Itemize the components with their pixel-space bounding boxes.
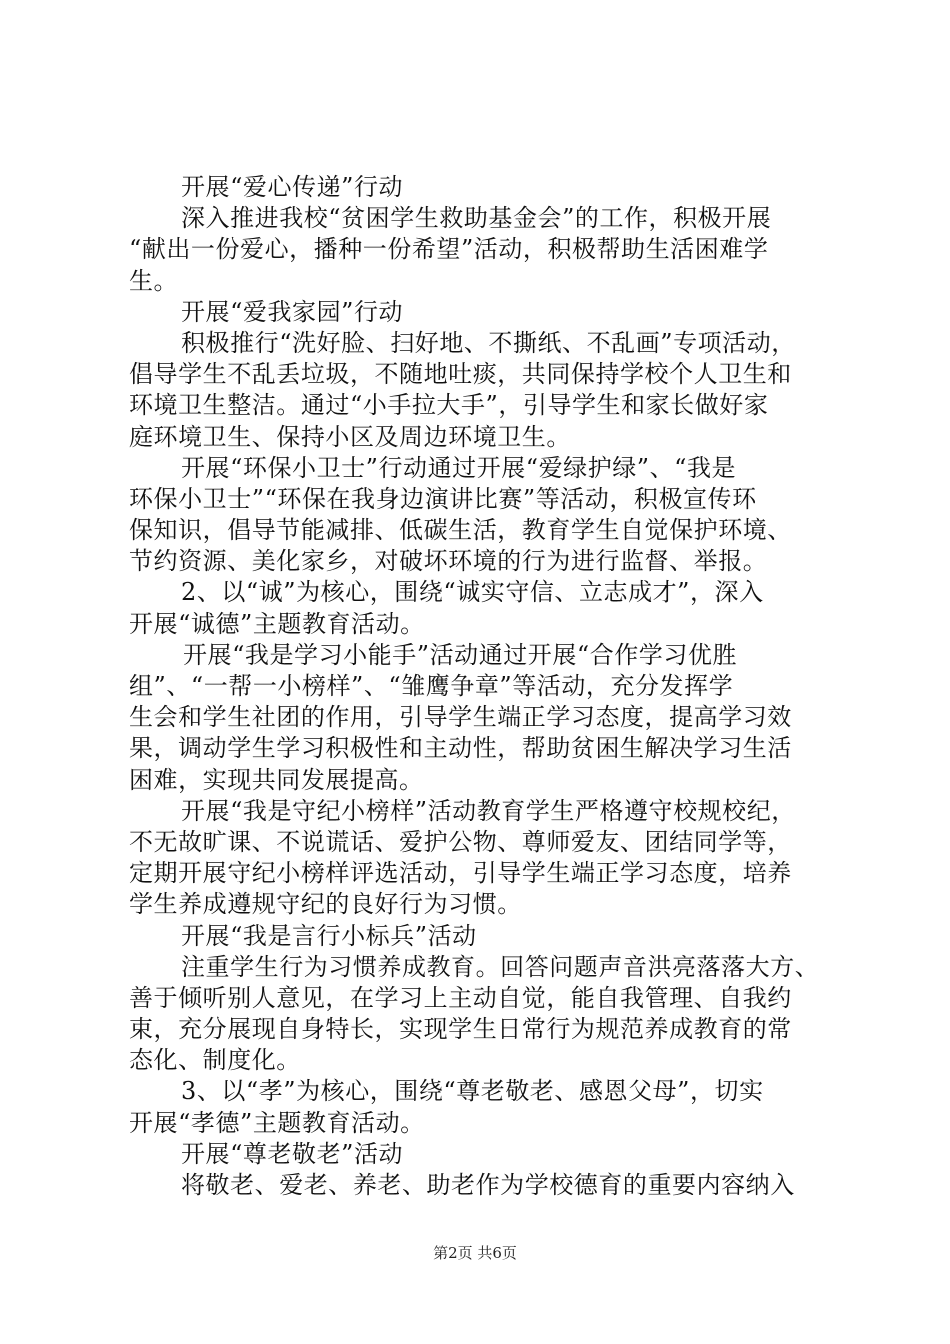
- paragraph-line: 环保小卫士”“环保在我身边演讲比赛”等活动，积极宣传环: [129, 484, 757, 513]
- paragraph-line: 注重学生行为习惯养成教育。回答问题声音洪亮落落大方、: [181, 952, 820, 981]
- paragraph-line: 倡导学生不乱丢垃圾，不随地吐痰，共同保持学校个人卫生和: [129, 360, 792, 389]
- paragraph-line: 将敬老、爱老、养老、助老作为学校德育的重要内容纳入: [181, 1171, 795, 1199]
- paragraph-line: 庭环境卫生、保持小区及周边环境卫生。: [129, 422, 571, 451]
- paragraph-line: 果，调动学生学习积极性和主动性，帮助贫困生解决学习生活: [129, 734, 792, 763]
- paragraph-line: 生会和学生社团的作用，引导学生端正学习态度，提高学习效: [129, 703, 792, 732]
- section-honesty: 2、以“诚”为核心，围绕“诚实守信、立志成才”，深入: [181, 578, 764, 607]
- page-footer: 第2页 共6页: [433, 1244, 517, 1262]
- paragraph-line: 开展“环保小卫士”行动通过开展“爱绿护绿”、“我是: [181, 453, 737, 482]
- heading-conduct: 开展“我是言行小标兵”活动: [181, 921, 477, 950]
- paragraph-line: 态化、制度化。: [129, 1046, 301, 1075]
- paragraph-line: 不无故旷课、不说谎话、爱护公物、尊师爱友、团结同学等，: [129, 827, 792, 856]
- paragraph-line: 生。: [129, 266, 179, 295]
- paragraph-line: 组”、“一帮一小榜样”、“雏鹰争章”等活动，充分发挥学: [129, 672, 734, 700]
- paragraph-line: 开展“我是守纪小榜样”活动教育学生严格遵守校规校纪，: [181, 796, 796, 825]
- heading-love-home: 开展“爱我家园”行动: [181, 297, 404, 326]
- paragraph-line: 开展“诚德”主题教育活动。: [129, 609, 425, 638]
- paragraph-line: 学生养成遵规守纪的良好行为习惯。: [129, 890, 522, 919]
- heading-love-transfer: 开展“爱心传递”行动: [181, 173, 404, 201]
- paragraph-line: 困难，实现共同发展提高。: [129, 765, 424, 794]
- paragraph-line: 积极推行“洗好脸、扫好地、不撕纸、不乱画”专项活动，: [181, 328, 796, 357]
- paragraph-line: 开展“我是学习小能手”活动通过开展“合作学习优胜: [183, 640, 738, 669]
- section-filial: 3、以“孝”为核心，围绕“尊老敬老、感恩父母”，切实: [181, 1077, 764, 1106]
- heading-respect-elders: 开展“尊老敬老”活动: [181, 1139, 404, 1168]
- paragraph-line: 定期开展守纪小榜样评选活动，引导学生端正学习态度，培养: [129, 859, 792, 888]
- paragraph-line: 束，充分展现自身特长，实现学生日常行为规范养成教育的常: [129, 1015, 792, 1044]
- paragraph-line: 开展“孝德”主题教育活动。: [129, 1108, 425, 1137]
- paragraph-line: 深入推进我校“贫困学生救助基金会”的工作，积极开展: [181, 204, 772, 233]
- paragraph-line: 保知识，倡导节能减排、低碳生活，教育学生自觉保护环境、: [129, 516, 792, 545]
- paragraph-line: 善于倾听别人意见，在学习上主动自觉，能自我管理、自我约: [129, 983, 792, 1012]
- paragraph-line: “献出一份爱心，播种一份希望”活动，积极帮助生活困难学: [129, 235, 769, 264]
- document-body: [129, 172, 834, 1201]
- paragraph-line: 节约资源、美化家乡，对破坏环境的行为进行监督、举报。: [129, 547, 768, 576]
- paragraph-line: 环境卫生整洁。通过“小手拉大手”，引导学生和家长做好家: [129, 391, 769, 420]
